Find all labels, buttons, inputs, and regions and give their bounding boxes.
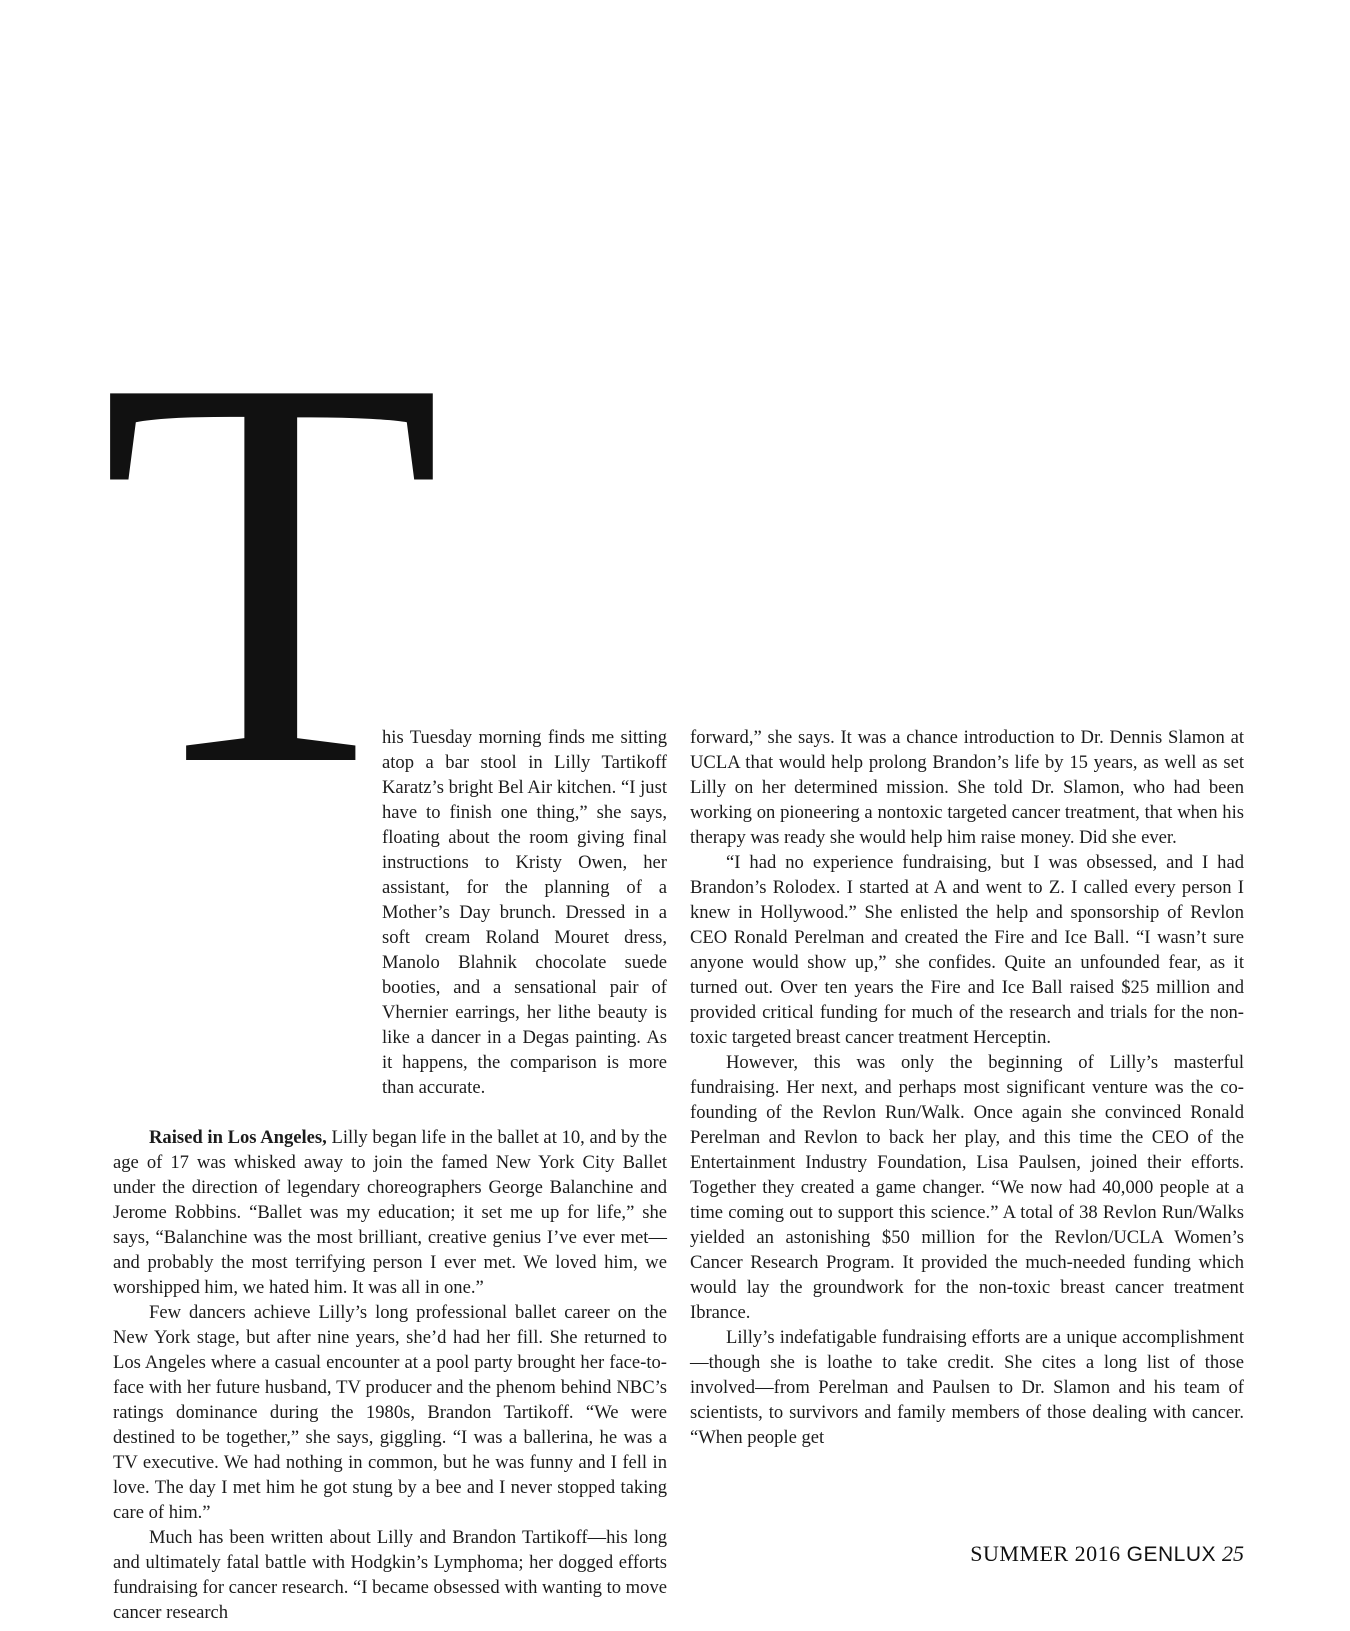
body-paragraph: “I had no experience fundraising, but I was obsessed, and I had Brandon’s Rolodex. I started at A and went to Z. I called every person I knew in Hollywood.” She enlisted the help and sponsorship of Revlon CEO Ronald Perelman and created the Fire and Ice Ball. “I wasn’t sure anyone would show up,” she confides. Quite an unfounded fear, as it turned out. Over ten years the Fire and Ice Ball raised $25 million and provided critical funding for much of the research and trials for the non-toxic targeted breast cancer treatment Herceptin. <box>690 852 1244 1048</box>
body-paragraph: Much has been written about Lilly and Brandon Tartikoff—his long and ultimately fatal battle with Hodgkin’s Lymphoma; her dogged efforts fundraising for cancer research. “I became obsessed with wanting to move cancer research <box>113 1527 667 1623</box>
section-run-in-heading: Raised in Los Angeles, <box>149 1127 327 1148</box>
folio-page-number: 25 <box>1222 1541 1244 1566</box>
body-paragraph-continued: forward,” she says. It was a chance introduction to Dr. Dennis Slamon at UCLA that would help prolong Brandon’s life by 15 years, as well as set Lilly on her determined mission. She told Dr. Slamon, who had been working on pioneering a nontoxic targeted cancer treatment, that when his therapy was ready she would help him raise money. Did she ever. <box>690 727 1244 848</box>
section-paragraph <box>113 1125 667 1300</box>
article-column-left <box>113 725 667 1625</box>
folio-magazine-name: GENLUX <box>1126 1543 1216 1566</box>
page-folio <box>960 1540 1244 1569</box>
article-column-right <box>690 725 1244 1450</box>
drop-cap-letter: T <box>100 262 438 882</box>
lead-paragraph: his Tuesday morning finds me sitting atop a bar stool in Lilly Tartikoff Karatz’s bright Bel Air kitchen. “I just have to finish one thing,” she says, floating about the room giving final instructions to Kristy Owen, her assistant, for the planning of a Mother’s Day brunch. Dressed in a soft cream Roland Mouret dress, Manolo Blahnik chocolate suede booties, and a sensational pair of Vhernier earrings, her lithe beauty is like a dancer in a Degas painting. As it happens, the comparison is more than accurate. <box>382 727 667 1098</box>
section-paragraph-text: Lilly began life in the ballet at 10, and by the age of 17 was whisked away to join the famed New York City Ballet under the direction of legendary choreographers George Balanchine and Jerome Robbins. “Ballet was my education; it set me up for life,” she says, “Balanchine was the most brilliant, creative genius I’ve ever met—and probably the most terrifying person I ever met. We loved him, we worshipped him, we hated him. It was all in one.” <box>113 1127 667 1298</box>
body-paragraph: Lilly’s indefatigable fundraising efforts are a unique accomplishment—though she is loathe to take credit. She cites a long list of those involved—from Perelman and Paulsen to Dr. Slamon and his team of scientists, to survivors and family members of those dealing with cancer. “When people get <box>690 1327 1244 1448</box>
body-paragraph: Few dancers achieve Lilly’s long professional ballet career on the New York stage, but after nine years, she’d had her fill. She returned to Los Angeles where a casual encounter at a pool party brought her face-to-face with her future husband, TV producer and the phenom behind NBC’s ratings dominance during the 1980s, Brandon Tartikoff. “We were destined to be together,” she says, giggling. “I was a ballerina, he was a TV executive. We had nothing in common, but he was funny and I fell in love. The day I met him he got stung by a bee and I never stopped taking care of him.” <box>113 1302 667 1523</box>
folio-issue-date: SUMMER 2016 <box>970 1541 1121 1566</box>
body-paragraph: However, this was only the beginning of Lilly’s masterful fundraising. Her next, and perhaps most significant venture was the co-founding of the Revlon Run/Walk. Once again she convinced Ronald Perelman and Revlon to back her play, and this time the CEO of the Entertainment Industry Foundation, Lisa Paulsen, joined their efforts. Together they created a game changer. “We now had 40,000 people at a time coming out to support this science.” A total of 38 Revlon Run/Walks yielded an astonishing $50 million for the Revlon/UCLA Women’s Cancer Research Program. It provided the much-needed funding which would lay the groundwork for the non-toxic breast cancer treatment Ibrance. <box>690 1052 1244 1323</box>
